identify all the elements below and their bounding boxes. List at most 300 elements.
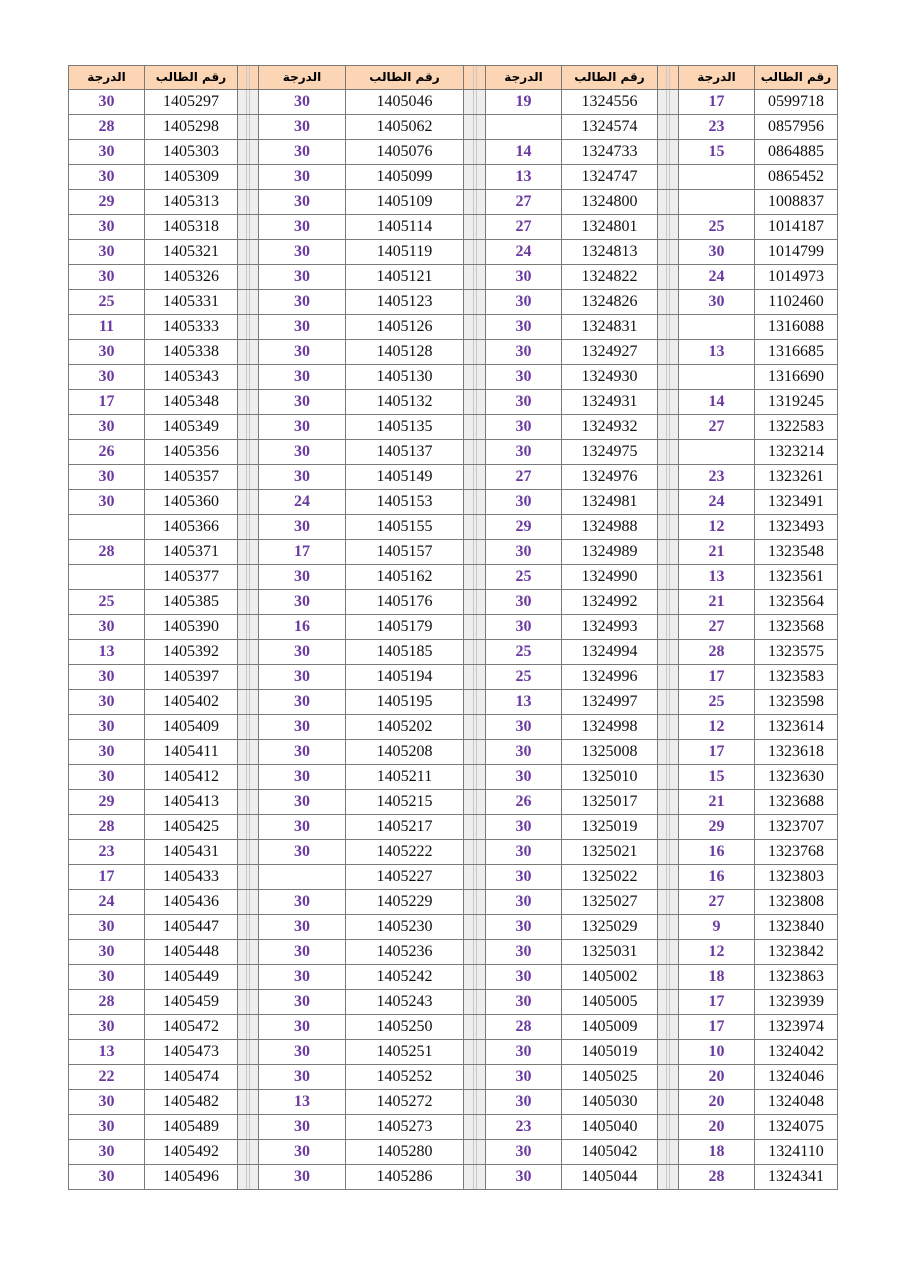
column-separator <box>464 590 486 615</box>
student-id-cell: 1324932 <box>562 415 658 440</box>
grade-cell: 27 <box>679 890 755 915</box>
student-id-cell: 1405473 <box>145 1040 238 1065</box>
column-separator <box>658 265 679 290</box>
column-separator <box>464 66 486 90</box>
column-separator <box>238 190 259 215</box>
column-separator <box>464 990 486 1015</box>
column-separator <box>658 715 679 740</box>
grade-cell: 30 <box>69 415 145 440</box>
student-id-cell: 1405496 <box>145 1165 238 1190</box>
student-id-cell: 1324994 <box>562 640 658 665</box>
column-separator <box>238 590 259 615</box>
student-id-cell: 1405251 <box>346 1040 464 1065</box>
column-separator <box>658 1165 679 1190</box>
grade-cell <box>679 365 755 390</box>
column-separator <box>238 240 259 265</box>
table-row <box>69 240 838 265</box>
student-id-cell: 1405392 <box>145 640 238 665</box>
student-id-cell: 1316690 <box>755 365 838 390</box>
table-row <box>69 940 838 965</box>
table-row <box>69 115 838 140</box>
grade-cell: 30 <box>486 1140 562 1165</box>
column-separator <box>464 215 486 240</box>
student-id-cell: 1324801 <box>562 215 658 240</box>
grade-cell: 30 <box>259 190 346 215</box>
student-id-cell: 1405176 <box>346 590 464 615</box>
table-row <box>69 365 838 390</box>
column-separator <box>238 290 259 315</box>
student-id-cell: 1324813 <box>562 240 658 265</box>
student-id-cell: 1405202 <box>346 715 464 740</box>
student-id-cell: 1405243 <box>346 990 464 1015</box>
grade-cell: 17 <box>69 865 145 890</box>
student-id-cell: 1323803 <box>755 865 838 890</box>
grade-cell: 30 <box>69 365 145 390</box>
grade-cell: 25 <box>486 665 562 690</box>
grade-cell: 15 <box>679 140 755 165</box>
column-separator <box>658 790 679 815</box>
table-row <box>69 90 838 115</box>
table-row <box>69 665 838 690</box>
student-id-cell: 1322583 <box>755 415 838 440</box>
column-separator <box>464 315 486 340</box>
column-separator <box>658 1015 679 1040</box>
student-id-cell: 1405357 <box>145 465 238 490</box>
grade-cell: 30 <box>69 265 145 290</box>
student-id-cell: 1405425 <box>145 815 238 840</box>
column-separator <box>464 240 486 265</box>
column-separator <box>658 915 679 940</box>
grade-cell: 30 <box>486 890 562 915</box>
column-separator <box>238 1015 259 1040</box>
student-id-cell: 1324931 <box>562 390 658 415</box>
grade-cell: 14 <box>679 390 755 415</box>
student-id-cell: 1405431 <box>145 840 238 865</box>
table-row <box>69 215 838 240</box>
grade-cell: 24 <box>259 490 346 515</box>
grade-cell: 30 <box>486 1040 562 1065</box>
grade-cell: 13 <box>486 690 562 715</box>
column-separator <box>464 340 486 365</box>
table-row <box>69 1165 838 1190</box>
student-id-cell: 1324981 <box>562 490 658 515</box>
grade-cell: 30 <box>259 965 346 990</box>
grade-cell: 17 <box>259 540 346 565</box>
student-id-cell: 1405321 <box>145 240 238 265</box>
column-separator <box>658 490 679 515</box>
student-id-cell: 0865452 <box>755 165 838 190</box>
grade-cell: 30 <box>679 240 755 265</box>
student-id-cell: 1324976 <box>562 465 658 490</box>
grade-cell <box>69 565 145 590</box>
student-id-cell: 1325031 <box>562 940 658 965</box>
student-id-cell: 1405242 <box>346 965 464 990</box>
student-id-cell: 1405338 <box>145 340 238 365</box>
column-separator <box>464 165 486 190</box>
table-row <box>69 590 838 615</box>
student-id-cell: 1323768 <box>755 840 838 865</box>
student-id-cell: 0599718 <box>755 90 838 115</box>
student-id-cell: 1324075 <box>755 1115 838 1140</box>
grade-cell: 23 <box>679 115 755 140</box>
grade-cell: 30 <box>259 515 346 540</box>
student-id-cell: 1324988 <box>562 515 658 540</box>
grade-cell: 13 <box>679 340 755 365</box>
column-separator <box>464 815 486 840</box>
table-row <box>69 840 838 865</box>
table-row <box>69 690 838 715</box>
grade-cell: 27 <box>486 465 562 490</box>
grade-cell: 18 <box>679 965 755 990</box>
student-id-cell: 1405153 <box>346 490 464 515</box>
grade-cell: 17 <box>679 90 755 115</box>
student-id-cell: 1405109 <box>346 190 464 215</box>
student-id-cell: 1324046 <box>755 1065 838 1090</box>
table-row <box>69 640 838 665</box>
grade-cell: 30 <box>259 115 346 140</box>
student-id-cell: 1405185 <box>346 640 464 665</box>
column-separator <box>464 565 486 590</box>
student-id-cell: 1323568 <box>755 615 838 640</box>
grade-cell: 17 <box>679 990 755 1015</box>
grade-cell: 12 <box>679 515 755 540</box>
table-row <box>69 915 838 940</box>
student-id-cell: 1323564 <box>755 590 838 615</box>
column-separator <box>658 1140 679 1165</box>
grade-column-header: الدرجة <box>259 66 346 90</box>
column-separator <box>238 515 259 540</box>
column-separator <box>238 1115 259 1140</box>
grade-cell: 30 <box>69 740 145 765</box>
student-id-cell: 1324341 <box>755 1165 838 1190</box>
column-separator <box>658 66 679 90</box>
student-id-cell: 1324992 <box>562 590 658 615</box>
student-id-cell: 1008837 <box>755 190 838 215</box>
student-id-cell: 0857956 <box>755 115 838 140</box>
student-id-cell: 1405252 <box>346 1065 464 1090</box>
grade-cell <box>259 865 346 890</box>
student-id-cell: 1325027 <box>562 890 658 915</box>
grade-cell: 24 <box>486 240 562 265</box>
student-id-cell: 1405436 <box>145 890 238 915</box>
column-separator <box>238 215 259 240</box>
student-id-cell: 1405009 <box>562 1015 658 1040</box>
grade-cell <box>679 190 755 215</box>
column-separator <box>658 890 679 915</box>
student-id-cell: 1323561 <box>755 565 838 590</box>
grade-cell: 30 <box>259 90 346 115</box>
grade-cell: 30 <box>69 240 145 265</box>
grade-cell: 30 <box>259 640 346 665</box>
column-separator <box>658 965 679 990</box>
student-id-cell: 1323491 <box>755 490 838 515</box>
grade-cell: 28 <box>69 815 145 840</box>
student-id-cell: 1324042 <box>755 1040 838 1065</box>
grade-cell: 24 <box>679 490 755 515</box>
grade-cell: 30 <box>259 1115 346 1140</box>
grade-cell: 30 <box>486 440 562 465</box>
grade-cell: 30 <box>259 840 346 865</box>
column-separator <box>238 765 259 790</box>
student-id-cell: 1405371 <box>145 540 238 565</box>
student-id-cell: 1014187 <box>755 215 838 240</box>
student-id-cell: 1323808 <box>755 890 838 915</box>
grade-cell: 11 <box>69 315 145 340</box>
student-id-cell: 1323630 <box>755 765 838 790</box>
column-separator <box>658 190 679 215</box>
column-separator <box>464 415 486 440</box>
column-separator <box>464 1040 486 1065</box>
grade-cell: 25 <box>679 690 755 715</box>
grade-cell: 30 <box>69 90 145 115</box>
column-separator <box>658 765 679 790</box>
student-id-cell: 1405114 <box>346 215 464 240</box>
column-separator <box>464 115 486 140</box>
grade-cell: 30 <box>259 165 346 190</box>
column-separator <box>464 690 486 715</box>
student-id-cell: 1405194 <box>346 665 464 690</box>
student-id-cell: 1324831 <box>562 315 658 340</box>
student-id-cell: 1324990 <box>562 565 658 590</box>
column-separator <box>658 640 679 665</box>
column-separator <box>658 1040 679 1065</box>
column-separator <box>464 440 486 465</box>
column-separator <box>658 990 679 1015</box>
grade-cell: 29 <box>69 190 145 215</box>
column-separator <box>658 865 679 890</box>
grade-cell: 30 <box>259 240 346 265</box>
student-id-cell: 1324822 <box>562 265 658 290</box>
grade-cell: 29 <box>486 515 562 540</box>
student-id-cell: 1324800 <box>562 190 658 215</box>
student-id-cell: 1405002 <box>562 965 658 990</box>
table-row <box>69 1040 838 1065</box>
column-separator <box>658 365 679 390</box>
student-id-cell: 1102460 <box>755 290 838 315</box>
column-separator <box>238 840 259 865</box>
grade-cell: 27 <box>486 190 562 215</box>
grade-cell: 13 <box>679 565 755 590</box>
student-id-cell: 1323548 <box>755 540 838 565</box>
column-separator <box>464 790 486 815</box>
column-separator <box>238 90 259 115</box>
column-separator <box>238 365 259 390</box>
student-id-cell: 1405280 <box>346 1140 464 1165</box>
column-separator <box>658 1115 679 1140</box>
student-id-cell: 1323707 <box>755 815 838 840</box>
column-separator <box>238 690 259 715</box>
grade-cell: 30 <box>259 265 346 290</box>
student-id-cell: 1405402 <box>145 690 238 715</box>
grade-cell: 30 <box>259 290 346 315</box>
grade-cell: 30 <box>69 1140 145 1165</box>
column-separator <box>238 315 259 340</box>
student-id-column-header: رقم الطالب <box>145 66 238 90</box>
grade-cell: 30 <box>69 165 145 190</box>
grade-cell <box>679 165 755 190</box>
grade-cell: 17 <box>69 390 145 415</box>
student-id-cell: 1405447 <box>145 915 238 940</box>
column-separator <box>238 465 259 490</box>
grade-cell: 30 <box>259 365 346 390</box>
column-separator <box>238 915 259 940</box>
student-id-cell: 1405215 <box>346 790 464 815</box>
grade-cell: 30 <box>259 765 346 790</box>
student-id-cell: 1405413 <box>145 790 238 815</box>
student-id-cell: 1405044 <box>562 1165 658 1190</box>
table-row <box>69 265 838 290</box>
student-id-cell: 1325019 <box>562 815 658 840</box>
grade-cell: 30 <box>69 615 145 640</box>
grade-cell: 27 <box>679 415 755 440</box>
grade-cell: 28 <box>486 1015 562 1040</box>
grade-cell: 30 <box>486 365 562 390</box>
table-row <box>69 565 838 590</box>
column-separator <box>238 115 259 140</box>
grade-cell: 13 <box>69 1040 145 1065</box>
student-id-cell: 1405155 <box>346 515 464 540</box>
grade-cell: 30 <box>486 840 562 865</box>
student-id-cell: 1325022 <box>562 865 658 890</box>
grade-cell: 30 <box>259 315 346 340</box>
student-id-cell: 1405409 <box>145 715 238 740</box>
table-row <box>69 440 838 465</box>
student-id-cell: 1405333 <box>145 315 238 340</box>
student-id-cell: 1405459 <box>145 990 238 1015</box>
table-row <box>69 340 838 365</box>
student-id-column-header: رقم الطالب <box>562 66 658 90</box>
column-separator <box>464 615 486 640</box>
table-body <box>69 90 838 1190</box>
grade-cell: 30 <box>69 940 145 965</box>
grade-cell: 28 <box>69 990 145 1015</box>
column-separator <box>464 840 486 865</box>
student-id-cell: 1405433 <box>145 865 238 890</box>
column-separator <box>464 1065 486 1090</box>
column-separator <box>658 390 679 415</box>
student-id-cell: 1405030 <box>562 1090 658 1115</box>
grade-cell: 14 <box>486 140 562 165</box>
grade-cell: 30 <box>69 765 145 790</box>
student-id-cell: 1324110 <box>755 1140 838 1165</box>
column-separator <box>464 640 486 665</box>
student-id-cell: 1405179 <box>346 615 464 640</box>
grade-cell: 23 <box>486 1115 562 1140</box>
column-separator <box>658 440 679 465</box>
grade-cell: 25 <box>679 215 755 240</box>
column-separator <box>658 415 679 440</box>
grade-cell: 20 <box>679 1115 755 1140</box>
column-separator <box>464 715 486 740</box>
student-id-cell: 1405309 <box>145 165 238 190</box>
column-separator <box>238 490 259 515</box>
student-id-cell: 1405397 <box>145 665 238 690</box>
column-separator <box>238 1065 259 1090</box>
column-separator <box>238 390 259 415</box>
table-row <box>69 815 838 840</box>
student-id-cell: 1405062 <box>346 115 464 140</box>
student-id-cell: 1324826 <box>562 290 658 315</box>
student-id-cell: 1405121 <box>346 265 464 290</box>
column-separator <box>464 865 486 890</box>
student-id-cell: 1325010 <box>562 765 658 790</box>
column-separator <box>238 940 259 965</box>
grade-cell: 30 <box>259 990 346 1015</box>
table-row <box>69 740 838 765</box>
grade-cell: 30 <box>69 690 145 715</box>
student-id-cell: 1405412 <box>145 765 238 790</box>
student-id-cell: 1323575 <box>755 640 838 665</box>
column-separator <box>238 615 259 640</box>
grade-cell: 30 <box>259 440 346 465</box>
grade-cell: 30 <box>259 215 346 240</box>
student-id-cell: 1323939 <box>755 990 838 1015</box>
student-id-cell: 1325008 <box>562 740 658 765</box>
grade-cell: 30 <box>486 715 562 740</box>
grade-cell: 30 <box>259 1140 346 1165</box>
grade-cell: 30 <box>486 765 562 790</box>
column-separator <box>238 340 259 365</box>
student-id-cell: 1405025 <box>562 1065 658 1090</box>
column-separator <box>238 865 259 890</box>
student-id-cell: 0864885 <box>755 140 838 165</box>
column-separator <box>464 740 486 765</box>
student-id-cell: 1405195 <box>346 690 464 715</box>
table-row <box>69 540 838 565</box>
table-row <box>69 490 838 515</box>
column-separator <box>238 140 259 165</box>
grade-cell: 30 <box>69 1015 145 1040</box>
table-row <box>69 715 838 740</box>
grade-cell: 30 <box>259 1165 346 1190</box>
table-row <box>69 415 838 440</box>
student-id-cell: 1405042 <box>562 1140 658 1165</box>
grade-cell: 25 <box>486 565 562 590</box>
table-row <box>69 990 838 1015</box>
column-separator <box>658 465 679 490</box>
column-separator <box>658 165 679 190</box>
grade-cell: 26 <box>486 790 562 815</box>
student-id-cell: 1323598 <box>755 690 838 715</box>
grade-cell: 23 <box>679 465 755 490</box>
column-separator <box>658 615 679 640</box>
grade-cell: 28 <box>679 640 755 665</box>
grade-cell: 13 <box>259 1090 346 1115</box>
grade-cell: 30 <box>486 590 562 615</box>
student-id-cell: 1405303 <box>145 140 238 165</box>
grade-cell: 15 <box>679 765 755 790</box>
grade-cell: 28 <box>69 540 145 565</box>
column-separator <box>464 1165 486 1190</box>
student-id-cell: 1405349 <box>145 415 238 440</box>
grade-cell: 21 <box>679 540 755 565</box>
grade-cell: 30 <box>486 415 562 440</box>
column-separator <box>464 540 486 565</box>
grade-cell: 30 <box>486 490 562 515</box>
column-separator <box>658 515 679 540</box>
grades-table <box>68 65 838 1190</box>
student-id-cell: 1405135 <box>346 415 464 440</box>
column-separator <box>464 140 486 165</box>
student-id-cell: 1324996 <box>562 665 658 690</box>
column-separator <box>658 290 679 315</box>
grade-cell: 29 <box>69 790 145 815</box>
table-row <box>69 1140 838 1165</box>
grade-cell: 30 <box>486 915 562 940</box>
grade-cell: 16 <box>259 615 346 640</box>
column-separator <box>658 690 679 715</box>
grade-cell: 30 <box>259 590 346 615</box>
